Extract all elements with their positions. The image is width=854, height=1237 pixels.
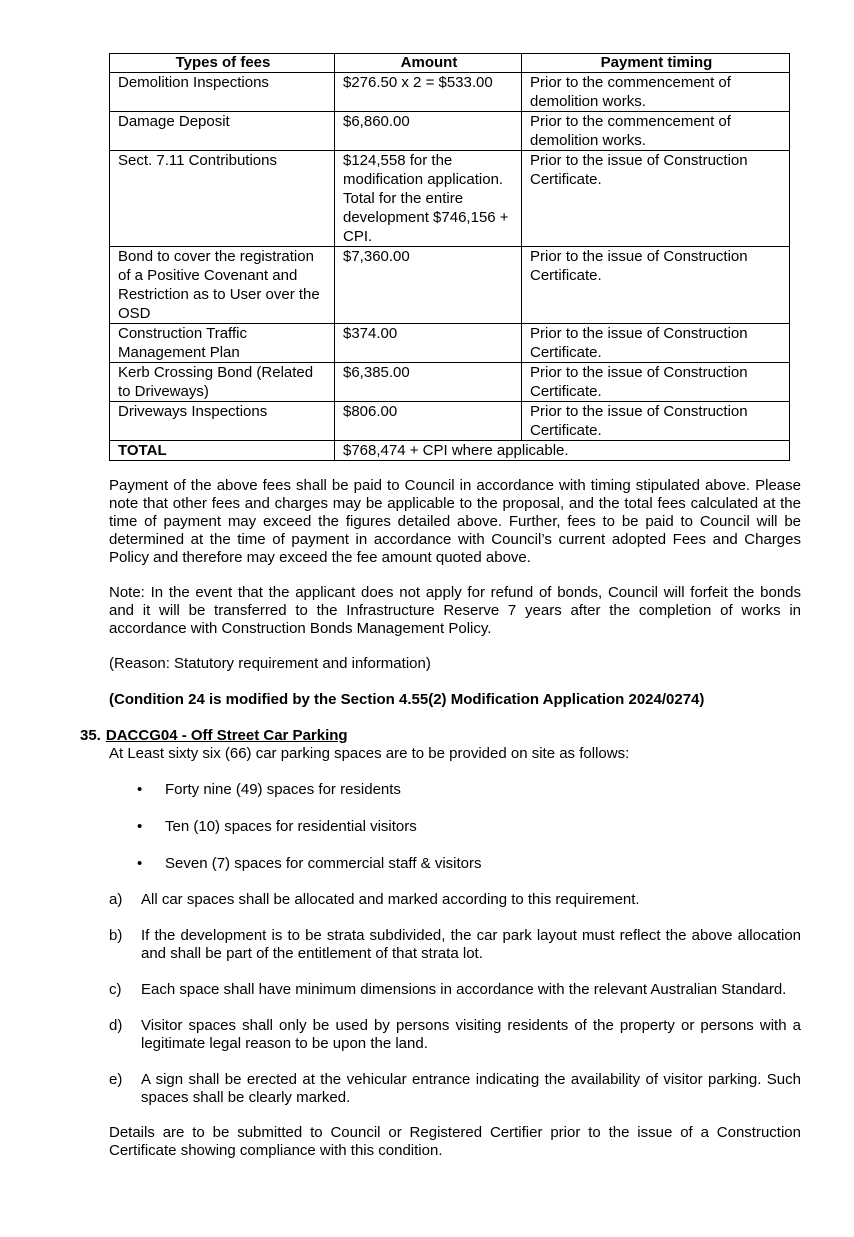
bullet-icon: •	[137, 855, 143, 872]
table-row	[110, 73, 790, 112]
details-paragraph: Details are to be submitted to Council or Registered Certifier prior to the issue of a Construction Certificate showing compliance with this condition.	[109, 1124, 801, 1159]
item-text: If the development is to be strata subdivided, the car park layout must reflect the above allocation and shall be part of the entitlement of that strata lot.	[141, 927, 801, 962]
fee-timing-cell: Prior to the issue of Construction Certificate.	[522, 151, 790, 247]
list-item	[137, 855, 482, 873]
fee-amount-cell: $124,558 for the modification application. Total for the entire development $746,156 + CPI.	[335, 151, 522, 247]
list-item	[137, 781, 401, 799]
bullet-text: Seven (7) spaces for commercial staff & visitors	[165, 855, 482, 872]
table-row	[110, 324, 790, 363]
condition-modification-note: (Condition 24 is modified by the Section 4.55(2) Modification Application 2024/0274)	[109, 691, 705, 708]
payment-paragraph: Payment of the above fees shall be paid to Council in accordance with timing stipulated above. Please note that other fees and charges may be applicable to the proposal, and the total fees calculated at the time of payment may exceed the figures detailed above. Further, fees to be paid to Council will be determined at the time of payment in accordance with Council’s current adopted Fees and Charges Policy and therefore may exceed the fee amount quoted above.	[109, 477, 801, 566]
fee-amount-cell: $7,360.00	[335, 247, 522, 324]
table-row	[110, 363, 790, 402]
total-label: TOTAL	[110, 441, 335, 461]
table-header-row	[110, 54, 790, 73]
note-paragraph: Note: In the event that the applicant does not apply for refund of bonds, Council will forfeit the bonds and it will be transferred to the Infrastructure Reserve 7 years after the completion of works in accordance with Construction Bonds Management Policy.	[109, 584, 801, 637]
bullet-text: Ten (10) spaces for residential visitors	[165, 818, 417, 835]
fee-timing-cell: Prior to the issue of Construction Certificate.	[522, 247, 790, 324]
fee-timing-cell: Prior to the issue of Construction Certificate.	[522, 363, 790, 402]
condition-title: DACCG04 - Off Street Car Parking	[105, 727, 348, 744]
reason-paragraph: (Reason: Statutory requirement and information)	[109, 655, 431, 672]
item-text: A sign shall be erected at the vehicular entrance indicating the availability of visitor parking. Such spaces shall be clearly marked.	[141, 1071, 801, 1106]
fee-timing-cell: Prior to the issue of Construction Certificate.	[522, 402, 790, 441]
list-item	[137, 818, 417, 836]
item-letter: d)	[109, 1017, 123, 1034]
fee-type-cell: Damage Deposit	[110, 112, 335, 151]
bullet-icon: •	[137, 781, 143, 798]
fee-amount-cell: $276.50 x 2 = $533.00	[335, 73, 522, 112]
fee-type-cell: Bond to cover the registration of a Positive Covenant and Restriction as to User over the OSD	[110, 247, 335, 324]
fee-type-cell: Construction Traffic Management Plan	[110, 324, 335, 363]
item-letter: c)	[109, 981, 122, 998]
fee-timing-cell: Prior to the issue of Construction Certificate.	[522, 324, 790, 363]
item-text: All car spaces shall be allocated and marked according to this requirement.	[141, 891, 640, 908]
column-header-types: Types of fees	[110, 54, 335, 73]
fee-amount-cell: $374.00	[335, 324, 522, 363]
bullet-text: Forty nine (49) spaces for residents	[165, 781, 401, 798]
item-text: Visitor spaces shall only be used by persons visiting residents of the property or persons with a legitimate legal reason to be upon the land.	[141, 1017, 801, 1052]
total-value: $768,474 + CPI where applicable.	[335, 441, 790, 461]
condition-heading	[80, 727, 348, 744]
table-total-row	[110, 441, 790, 461]
fee-type-cell: Kerb Crossing Bond (Related to Driveways)	[110, 363, 335, 402]
table-row	[110, 151, 790, 247]
fee-type-cell: Sect. 7.11 Contributions	[110, 151, 335, 247]
item-letter: b)	[109, 927, 123, 944]
condition-intro: At Least sixty six (66) car parking spaces are to be provided on site as follows:	[109, 745, 630, 762]
fee-type-cell: Demolition Inspections	[110, 73, 335, 112]
table-row	[110, 402, 790, 441]
item-text: Each space shall have minimum dimensions in accordance with the relevant Australian Standard.	[141, 981, 787, 998]
table-row	[110, 112, 790, 151]
fee-amount-cell: $6,385.00	[335, 363, 522, 402]
item-letter: a)	[109, 891, 123, 908]
fee-timing-cell: Prior to the commencement of demolition works.	[522, 73, 790, 112]
item-letter: e)	[109, 1071, 123, 1088]
condition-number: 35.	[80, 727, 101, 744]
column-header-timing: Payment timing	[522, 54, 790, 73]
column-header-amount: Amount	[335, 54, 522, 73]
fee-timing-cell: Prior to the commencement of demolition works.	[522, 112, 790, 151]
bullet-icon: •	[137, 818, 143, 835]
fee-type-cell: Driveways Inspections	[110, 402, 335, 441]
fee-amount-cell: $806.00	[335, 402, 522, 441]
table-row	[110, 247, 790, 324]
fee-amount-cell: $6,860.00	[335, 112, 522, 151]
fees-table	[109, 53, 790, 461]
